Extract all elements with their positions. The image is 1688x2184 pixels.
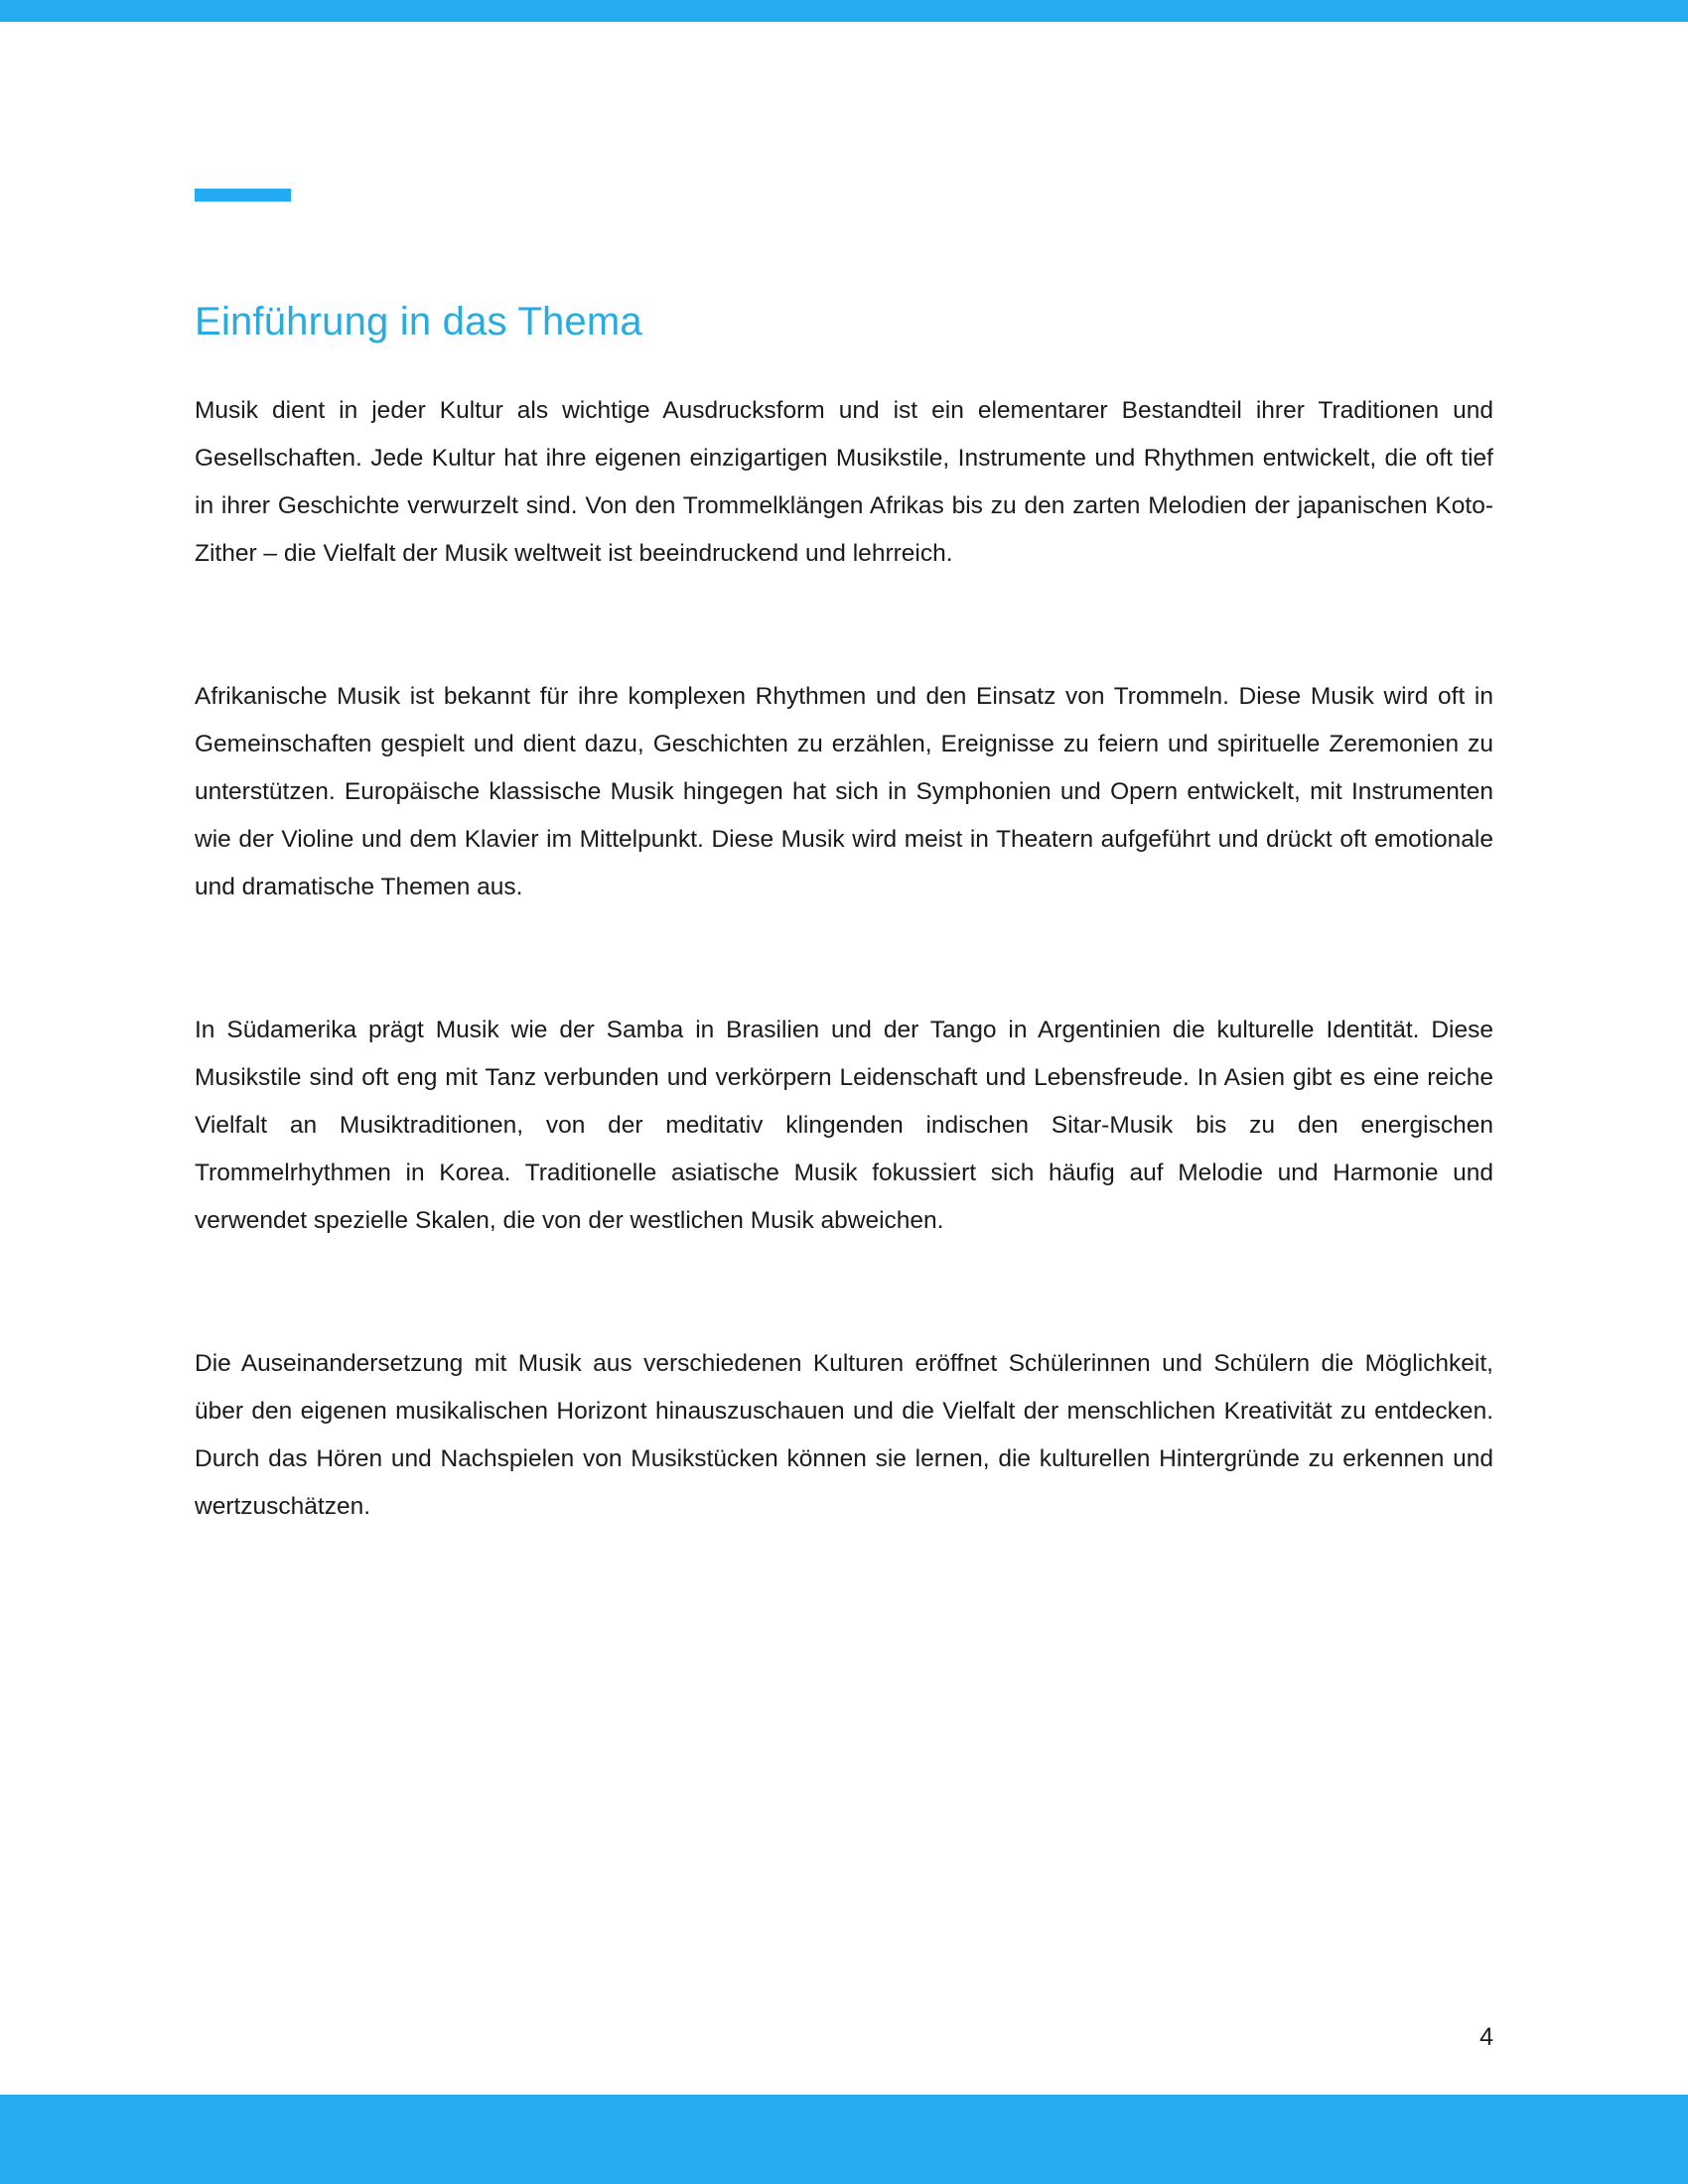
page-title: Einführung in das Thema <box>195 300 642 343</box>
paragraph-4: Die Auseinandersetzung mit Musik aus verschiedenen Kulturen eröffnet Schülerinnen und Schülern die Möglichkeit, über den eigenen musikalischen Horizont hinauszuschauen und die Vielfalt der menschlichen Kreativität zu entdecken. Durch das Hören und Nachspielen von Musikstücken können sie lernen, die kulturellen Hintergründe zu erkennen und wertzuschätzen. <box>195 1350 1493 1520</box>
top-accent-bar <box>0 0 1688 22</box>
page-number: 4 <box>1479 2023 1493 2051</box>
heading-accent-rule <box>195 189 291 202</box>
bottom-accent-bar <box>0 2095 1688 2184</box>
body-content <box>195 387 1493 1531</box>
paragraph-2: Afrikanische Musik ist bekannt für ihre komplexen Rhythmen und den Einsatz von Trommeln. Diese Musik wird oft in Gemeinschaften gespielt und dient dazu, Geschichten zu erzählen, Ereignisse zu feiern und spirituelle Zeremonien zu unterstützen. Europäische klassische Musik hingegen hat sich in Symphonien und Opern entwickelt, mit Instrumenten wie der Violine und dem Klavier im Mittelpunkt. Diese Musik wird meist in Theatern aufgeführt und drückt oft emotionale und dramatische Themen aus. <box>195 683 1493 900</box>
paragraph-1: Musik dient in jeder Kultur als wichtige Ausdrucksform und ist ein elementarer Bestandteil ihrer Traditionen und Gesellschaften. Jede Kultur hat ihre eigenen einzigartigen Musikstile, Instrumente und Rhythmen entwickelt, die oft tief in ihrer Geschichte verwurzelt sind. Von den Trommelklängen Afrikas bis zu den zarten Melodien der japanischen Koto-Zither – die Vielfalt der Musik weltweit ist beeindruckend und lehrreich. <box>195 397 1493 567</box>
paragraph-3: In Südamerika prägt Musik wie der Samba in Brasilien und der Tango in Argentinien die kulturelle Identität. Diese Musikstile sind oft eng mit Tanz verbunden und verkörpern Leidenschaft und Lebensfreude. In Asien gibt es eine reiche Vielfalt an Musiktraditionen, von der meditativ klingenden indischen Sitar-Musik bis zu den energischen Trommelrhythmen in Korea. Traditionelle asiatische Musik fokussiert sich häufig auf Melodie und Harmonie und verwendet spezielle Skalen, die von der westlichen Musik abweichen. <box>195 1017 1493 1234</box>
